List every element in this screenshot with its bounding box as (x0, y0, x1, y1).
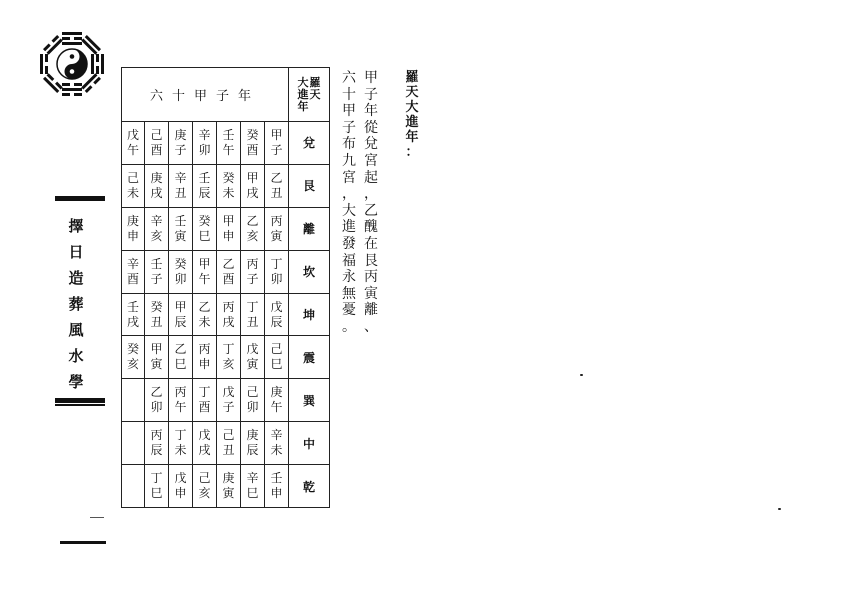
ganzhi-cell (193, 164, 217, 207)
table-header-label (289, 68, 330, 122)
ganzhi-text: 戊 子 (222, 385, 235, 415)
ganzhi-cell (169, 122, 193, 165)
ganzhi-text: 己 酉 (150, 127, 163, 157)
header-label-char: 年 (297, 99, 309, 113)
title-bottom-thin-rule (55, 404, 105, 406)
ganzhi-cell (241, 122, 265, 165)
title-top-rule (55, 196, 105, 201)
ganzhi-cell (145, 336, 169, 379)
header-label-col (309, 77, 321, 101)
ganzhi-cell (145, 379, 169, 422)
scan-speck (778, 508, 781, 510)
ganzhi-cell (193, 422, 217, 465)
ganzhi-text: 丙 戌 (222, 299, 235, 329)
ganzhi-cell (241, 465, 265, 508)
ganzhi-text: 乙 丑 (270, 170, 283, 200)
book-title (66, 215, 86, 393)
ganzhi-cell (265, 465, 289, 508)
ganzhi-text: 癸 卯 (174, 256, 187, 286)
ganzhi-cell (193, 207, 217, 250)
ganzhi-cell (265, 207, 289, 250)
header-label-char: 大 (297, 75, 309, 89)
header-label-char: 進 (297, 87, 309, 101)
ganzhi-cell (122, 250, 145, 293)
ganzhi-cell (265, 122, 289, 165)
ganzhi-text: 乙 卯 (150, 385, 163, 415)
header-label-col (297, 77, 309, 113)
ganzhi-cell (145, 465, 169, 508)
ganzhi-cell (169, 164, 193, 207)
ganzhi-text: 丁 卯 (270, 256, 283, 286)
ganzhi-cell (193, 122, 217, 165)
table-row (122, 422, 330, 465)
ganzhi-cell (122, 422, 145, 465)
ganzhi-text: 辛 巳 (246, 471, 259, 501)
ganzhi-text: 甲 子 (270, 127, 283, 157)
ganzhi-text: 乙 酉 (222, 256, 235, 286)
ganzhi-text: 丙 申 (198, 342, 211, 372)
table-row (122, 293, 330, 336)
ganzhi-text: 丁 亥 (222, 342, 235, 372)
ganzhi-cell (122, 122, 145, 165)
ganzhi-cell (217, 336, 241, 379)
ganzhi-text: 戊 辰 (270, 299, 283, 329)
title-bottom-rule (55, 398, 105, 403)
ganzhi-cell (169, 379, 193, 422)
trigram-palace-cell: 中 (289, 422, 330, 465)
ganzhi-cell (217, 465, 241, 508)
ganzhi-text: 丁 丑 (246, 299, 259, 329)
ganzhi-cell (122, 336, 145, 379)
ganzhi-cell (193, 379, 217, 422)
book-title-char: 學 (68, 373, 84, 391)
ganzhi-cell (122, 293, 145, 336)
ganzhi-cell (265, 293, 289, 336)
table-row (122, 250, 330, 293)
ganzhi-cell (241, 250, 265, 293)
ganzhi-text: 己 丑 (222, 428, 235, 458)
ganzhi-cell (169, 293, 193, 336)
ganzhi-cell (145, 164, 169, 207)
ganzhi-text: 己 巳 (270, 342, 283, 372)
trigram-palace-cell: 乾 (289, 465, 330, 508)
table-row (122, 379, 330, 422)
header-label-char: 羅 (309, 75, 321, 89)
book-title-char: 擇 (68, 217, 84, 235)
ganzhi-cell (193, 336, 217, 379)
table-row (122, 336, 330, 379)
ganzhi-cell (265, 250, 289, 293)
ganzhi-text: 辛 酉 (126, 256, 139, 286)
ganzhi-text: 庚 申 (126, 213, 139, 243)
ganzhi-text: 辛 亥 (150, 213, 163, 243)
ganzhi-text: 甲 辰 (174, 299, 187, 329)
ganzhi-text: 癸 未 (222, 170, 235, 200)
page-mark-bold (60, 541, 106, 544)
ganzhi-text: 甲 午 (198, 256, 211, 286)
ganzhi-text: 甲 申 (222, 213, 235, 243)
ganzhi-text: 甲 戌 (246, 170, 259, 200)
ganzhi-text: 辛 卯 (198, 127, 211, 157)
ganzhi-cell (241, 207, 265, 250)
book-title-char: 風 (68, 321, 84, 339)
table-row (122, 164, 330, 207)
ganzhi-text: 癸 酉 (246, 127, 259, 157)
ganzhi-cell (217, 422, 241, 465)
trigram-palace-cell: 艮 (289, 164, 330, 207)
ganzhi-text: 甲 寅 (150, 342, 163, 372)
table-header-title (122, 68, 289, 122)
page-mark (90, 517, 104, 518)
ganzhi-cell (265, 336, 289, 379)
ganzhi-cell (145, 293, 169, 336)
ganzhi-cell (217, 293, 241, 336)
ganzhi-cell (145, 122, 169, 165)
ganzhi-cell (169, 250, 193, 293)
ganzhi-cell (241, 293, 265, 336)
ganzhi-cell (145, 250, 169, 293)
ganzhi-text: 壬 寅 (174, 213, 187, 243)
ganzhi-text: 壬 戌 (126, 299, 139, 329)
ganzhi-text: 丁 酉 (198, 385, 211, 415)
ganzhi-text: 庚 戌 (150, 170, 163, 200)
ganzhi-cell (193, 250, 217, 293)
ganzhi-cell (193, 465, 217, 508)
ganzhi-text: 丁 未 (174, 428, 187, 458)
trigram-palace-cell: 兌 (289, 122, 330, 165)
ganzhi-cell (217, 250, 241, 293)
scan-speck (580, 374, 583, 376)
ganzhi-cell (145, 207, 169, 250)
ganzhi-text: 乙 未 (198, 299, 211, 329)
ganzhi-text: 丁 巳 (150, 471, 163, 501)
table-header-row (122, 68, 330, 122)
ganzhi-text: 辛 未 (270, 428, 283, 458)
trigram-palace-cell: 巽 (289, 379, 330, 422)
ganzhi-cell (265, 164, 289, 207)
ganzhi-cell (265, 379, 289, 422)
ganzhi-text: 庚 子 (174, 127, 187, 157)
bagua-yinyang-icon (38, 30, 106, 98)
table-row (122, 122, 330, 165)
ganzhi-text: 乙 亥 (246, 213, 259, 243)
ganzhi-cell (122, 207, 145, 250)
ganzhi-text: 乙 巳 (174, 342, 187, 372)
sixty-jiazi-table (121, 67, 330, 508)
ganzhi-text: 庚 午 (270, 385, 283, 415)
ganzhi-text: 壬 子 (150, 256, 163, 286)
ganzhi-cell (217, 122, 241, 165)
verse-line-2: 六 十 甲 子 布 九 宮 ， 大 進 發 福 永 無 憂 。 (342, 70, 356, 335)
ganzhi-cell (217, 164, 241, 207)
ganzhi-text: 庚 寅 (222, 471, 235, 501)
ganzhi-cell (241, 379, 265, 422)
book-title-char: 日 (68, 243, 84, 261)
ganzhi-cell (241, 422, 265, 465)
ganzhi-cell (169, 465, 193, 508)
book-title-char: 水 (68, 347, 84, 365)
ganzhi-cell (122, 379, 145, 422)
trigram-palace-cell: 離 (289, 207, 330, 250)
ganzhi-text: 戊 戌 (198, 428, 211, 458)
table-row (122, 465, 330, 508)
ganzhi-cell (217, 207, 241, 250)
table-header-title-text: 六十甲子年 (149, 89, 260, 104)
trigram-palace-cell: 坎 (289, 250, 330, 293)
verse-line-1: 甲 子 年 從 兌 宮 起 ， 乙 醜 在 艮 丙 寅 離 、 (364, 70, 378, 335)
table-row (122, 207, 330, 250)
ganzhi-cell (241, 336, 265, 379)
ganzhi-cell (122, 465, 145, 508)
ganzhi-cell (169, 336, 193, 379)
ganzhi-text: 戊 午 (126, 127, 139, 157)
ganzhi-cell (169, 207, 193, 250)
ganzhi-text: 壬 辰 (198, 170, 211, 200)
ganzhi-text: 己 卯 (246, 385, 259, 415)
ganzhi-text: 戊 寅 (246, 342, 259, 372)
book-title-char: 葬 (68, 295, 84, 313)
header-label-char: 天 (309, 87, 321, 101)
ganzhi-text: 癸 巳 (198, 213, 211, 243)
ganzhi-text: 丙 子 (246, 256, 259, 286)
ganzhi-text: 癸 丑 (150, 299, 163, 329)
book-title-char: 造 (68, 269, 84, 287)
ganzhi-cell (169, 422, 193, 465)
ganzhi-text: 己 未 (126, 170, 139, 200)
trigram-palace-cell: 坤 (289, 293, 330, 336)
ganzhi-text: 丙 寅 (270, 213, 283, 243)
ganzhi-cell (122, 164, 145, 207)
ganzhi-text: 壬 申 (270, 471, 283, 501)
trigram-palace-cell: 震 (289, 336, 330, 379)
ganzhi-text: 丙 辰 (150, 428, 163, 458)
ganzhi-text: 己 亥 (198, 471, 211, 501)
ganzhi-text: 戊 申 (174, 471, 187, 501)
section-heading: 羅 天 大 進 年 ： (405, 70, 419, 160)
ganzhi-cell (217, 379, 241, 422)
ganzhi-text: 癸 亥 (126, 342, 139, 372)
ganzhi-text: 壬 午 (222, 127, 235, 157)
ganzhi-text: 辛 丑 (174, 170, 187, 200)
ganzhi-cell (241, 164, 265, 207)
ganzhi-cell (265, 422, 289, 465)
ganzhi-cell (193, 293, 217, 336)
ganzhi-cell (145, 422, 169, 465)
ganzhi-text: 庚 辰 (246, 428, 259, 458)
ganzhi-text: 丙 午 (174, 385, 187, 415)
